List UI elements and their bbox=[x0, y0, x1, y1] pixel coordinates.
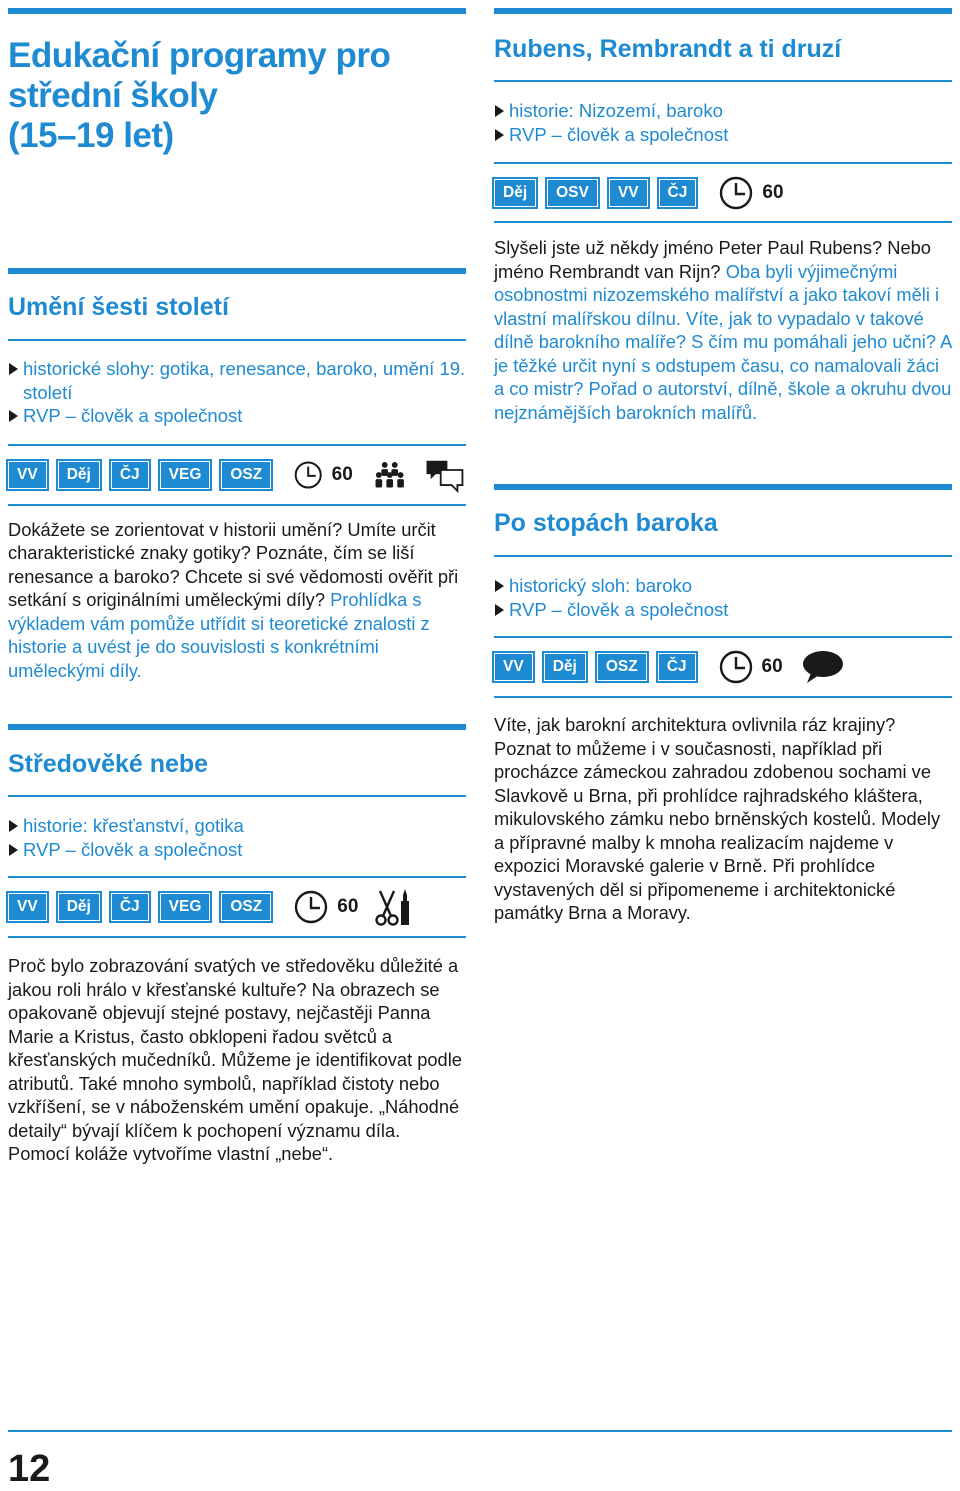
speech-bubble-filled-icon bbox=[801, 649, 845, 685]
tag-row bbox=[494, 173, 952, 213]
subject-tag: ČJ bbox=[111, 461, 149, 489]
duration-minutes: 60 bbox=[762, 182, 784, 203]
section-title: Umění šesti století bbox=[8, 293, 229, 321]
description-lead: Proč bylo zobrazování svatých ve středověku důležité a jakou roli hrálo v křesťanské kultuře? bbox=[8, 955, 459, 1000]
section-umeni bbox=[8, 268, 466, 682]
subject-tag: OSZ bbox=[597, 653, 647, 681]
section-rule bbox=[8, 936, 466, 938]
page-title-line-2: střední školy bbox=[8, 76, 218, 115]
footer-rule bbox=[8, 1430, 952, 1432]
section-rule bbox=[8, 444, 466, 446]
tag-row bbox=[494, 647, 952, 687]
section-rule bbox=[494, 80, 952, 82]
subject-tag: ČJ bbox=[111, 893, 149, 921]
section-rule bbox=[8, 504, 466, 506]
subject-tag: ČJ bbox=[659, 179, 697, 207]
subject-tag: OSV bbox=[547, 179, 598, 207]
page-title bbox=[8, 36, 466, 156]
duration-minutes: 60 bbox=[337, 896, 359, 917]
bullet-item: historický sloh: baroko bbox=[494, 574, 952, 598]
section-bullets bbox=[494, 99, 952, 146]
section-rule bbox=[494, 636, 952, 638]
bullet-item: historie: Nizozemí, baroko bbox=[494, 99, 952, 123]
page-title-line-1: Edukační programy pro bbox=[8, 36, 391, 75]
page-number: 12 bbox=[8, 1448, 51, 1490]
section-baroko bbox=[494, 484, 952, 925]
subject-tag: OSZ bbox=[221, 893, 271, 921]
subject-tag: Děj bbox=[494, 179, 536, 207]
subject-tag: ČJ bbox=[658, 653, 696, 681]
description-lead: Dokážete se zorientovat v historii umění? Umíte určit charakteristické znaky gotiky? Poznáte, čím se liší renesance a baroko? Chcete si své vědomosti ověřit při setkání s originálními uměleckými díly? bbox=[8, 518, 459, 610]
subject-tag: OSZ bbox=[221, 461, 271, 489]
description-body: Na obrazech se opakovaně objevují stejné postavy, nejčastěji Panna Marie a Kristus, často obklopeni řadou světců a křesťanských mučedníků. Můžeme je identifikovat podle atributů. Také mnoho symbolů, například čistoty nebo vzkříšení, se v náboženském umění opakuje. „Náhodné detaily“ bývají klíčem k pochopení významu díla. Pomocí koláže vytvoříme vlastní „nebe“. bbox=[8, 978, 462, 1164]
section-title: Po stopách baroka bbox=[494, 509, 718, 537]
tag-row bbox=[8, 887, 466, 927]
section-description bbox=[8, 954, 466, 1166]
duration-minutes: 60 bbox=[331, 463, 353, 485]
subject-tag: VV bbox=[494, 653, 533, 681]
description-lead: Víte, jak barokní architektura ovlivnila ráz krajiny? Poznat to můžeme i v současnosti, například při procházce zámeckou zahradou zdobenou sochami ve Slavkově u Brna, při prohlídce rajhradského kláštera, mikulovského zámku nebo brněnských kostelů. Modely a přípravné malby k mnoha realizacím najdeme v expozici Moravské galerie v Brně. Při prohlídce vystavených děl si připomeneme i architektonické památky Brna a Moravy. bbox=[494, 714, 941, 923]
section-description bbox=[494, 713, 952, 925]
section-stredoveke bbox=[8, 724, 466, 1166]
bullet-item: historie: křesťanství, gotika bbox=[8, 814, 466, 838]
section-rule bbox=[494, 221, 952, 223]
section-rule bbox=[494, 555, 952, 557]
section-bullets bbox=[494, 574, 952, 621]
bullet-item: historické slohy: gotika, renesance, baroko, umění 19. století bbox=[8, 357, 466, 404]
bullet-item: RVP – člověk a společnost bbox=[8, 404, 466, 428]
section-rule bbox=[8, 795, 466, 797]
scissors-glue-icon bbox=[374, 887, 412, 927]
section-top-bar bbox=[8, 724, 466, 730]
description-lead: Slyšeli jste už někdy jméno Peter Paul Rubens? Nebo jméno Rembrandt van Rijn? bbox=[494, 237, 931, 282]
tag-row bbox=[8, 455, 466, 495]
page-title-line-3: (15–19 let) bbox=[8, 116, 174, 155]
section-title: Středověké nebe bbox=[8, 750, 209, 778]
description-body: Oba byli výjimečnými osobnostmi nizozemského malířství a jako takoví měli i vlastní malířskou dílnu. Víte, jak to vypadalo v takové dílně barokního malíře? S čím mu pomáhali jeho učni? A je těžké určit nyní s odstupem času, co namalovali žáci a co mistr? Pořad o autorství, dílně, škole a okruhu dvou nejznámějších barokních malířů. bbox=[494, 260, 952, 423]
clock-icon bbox=[719, 176, 753, 210]
bullet-item: RVP – člověk a společnost bbox=[494, 123, 952, 147]
header-top-bar bbox=[8, 8, 466, 14]
section-bullets bbox=[8, 814, 466, 861]
clock-icon bbox=[719, 650, 753, 684]
subject-tag: Děj bbox=[58, 461, 100, 489]
section-rule bbox=[494, 162, 952, 164]
clock-icon bbox=[294, 458, 322, 492]
clock-icon bbox=[294, 890, 328, 924]
section-rule bbox=[8, 876, 466, 878]
bullet-item: RVP – člověk a společnost bbox=[494, 598, 952, 622]
section-top-bar bbox=[494, 8, 952, 14]
section-description bbox=[8, 518, 466, 683]
subject-tag: VV bbox=[8, 461, 47, 489]
section-description bbox=[494, 236, 952, 424]
duration-minutes: 60 bbox=[761, 656, 783, 677]
section-top-bar bbox=[8, 268, 466, 274]
subject-tag: VEG bbox=[160, 461, 211, 489]
section-bullets bbox=[8, 357, 466, 428]
left-column bbox=[8, 0, 466, 1164]
speech-bubble-icon bbox=[424, 455, 466, 495]
bullet-item: RVP – člověk a společnost bbox=[8, 838, 466, 862]
subject-tag: VEG bbox=[160, 893, 211, 921]
subject-tag: Děj bbox=[544, 653, 586, 681]
section-rule bbox=[8, 339, 466, 341]
section-title: Rubens, Rembrandt a ti druzí bbox=[494, 35, 842, 63]
section-rubens bbox=[494, 8, 952, 424]
description-body: Prohlídka s výkladem vám pomůže utřídit si teoretické znalosti z historie a uvést je do souvislosti s konkrétními uměleckými díly. bbox=[8, 589, 430, 681]
subject-tag: VV bbox=[609, 179, 648, 207]
subject-tag: Děj bbox=[58, 893, 100, 921]
subject-tag: VV bbox=[8, 893, 47, 921]
section-top-bar bbox=[494, 484, 952, 490]
group-icon bbox=[373, 458, 406, 492]
section-rule bbox=[494, 696, 952, 698]
